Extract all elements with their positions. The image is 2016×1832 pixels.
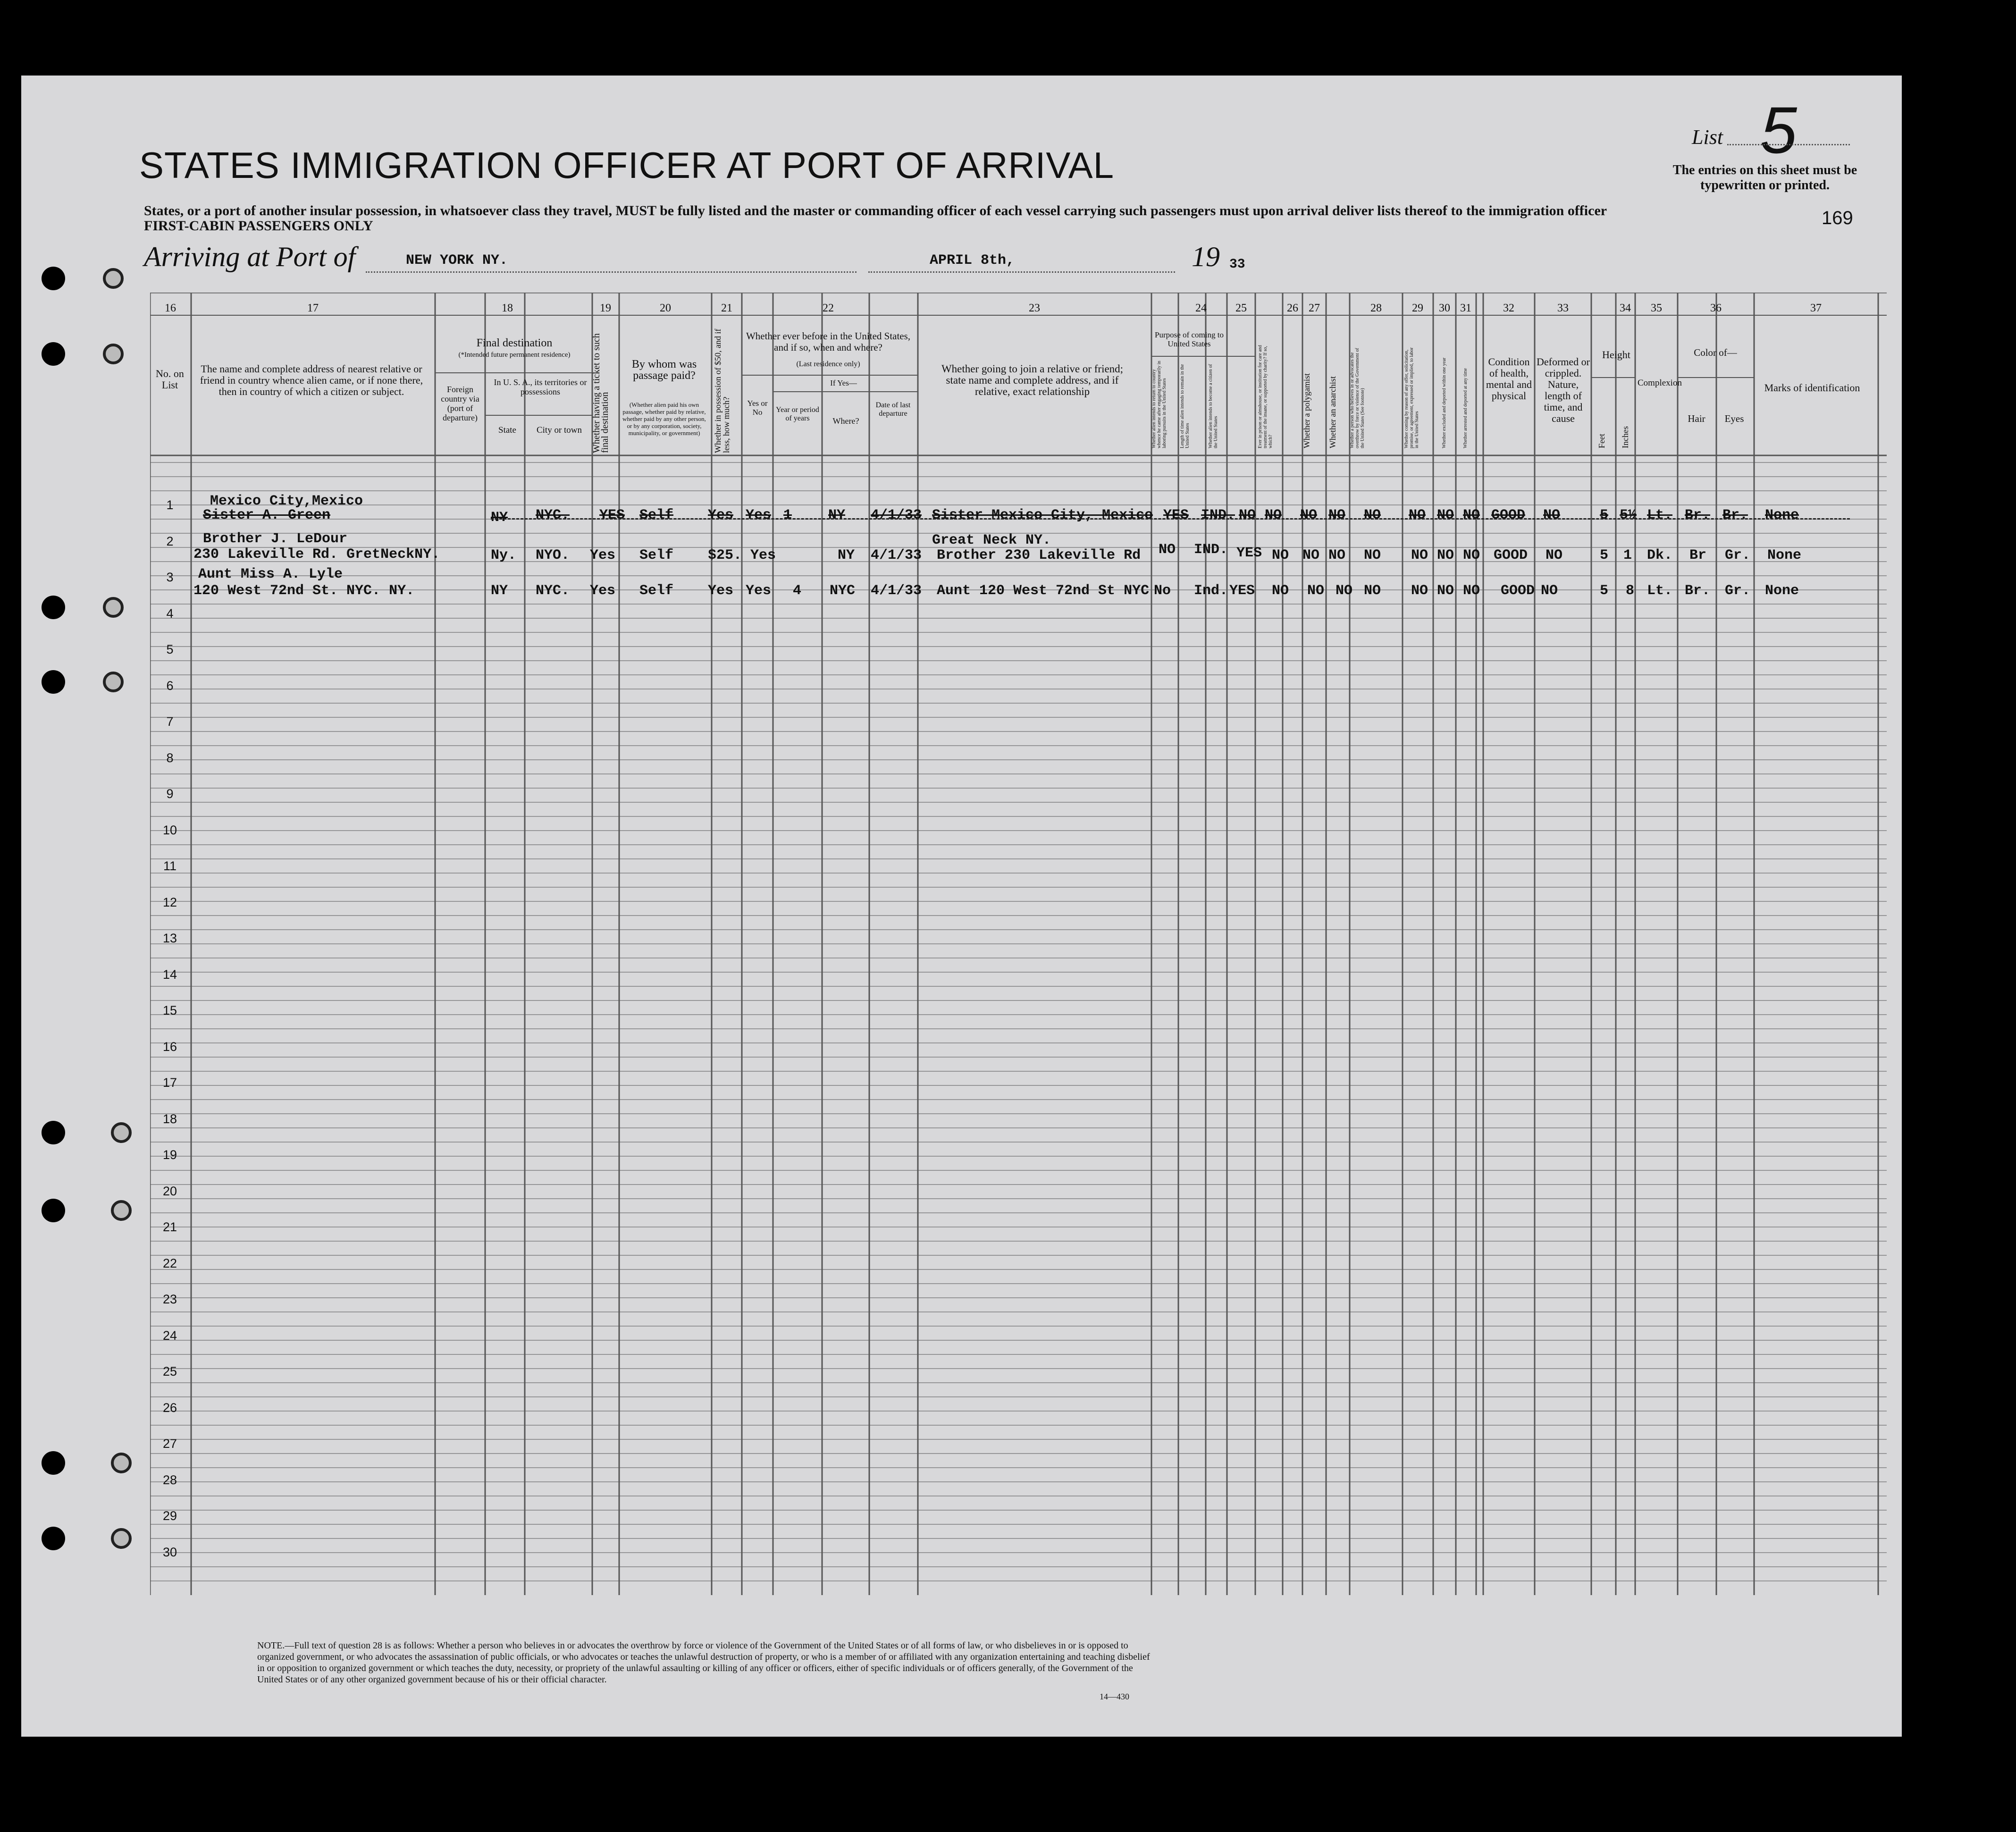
entry-3-joining: Aunt 120 West 72nd St NYC bbox=[937, 583, 1150, 599]
row-number: 4 bbox=[166, 606, 174, 621]
row-number: 14 bbox=[162, 967, 177, 982]
column-number: 16 bbox=[165, 302, 176, 314]
entry-2-citizen: YES bbox=[1236, 545, 1262, 561]
entry-1-purpose: YES bbox=[1163, 507, 1189, 523]
header-c36-eyes: Eyes bbox=[1724, 413, 1744, 424]
list-number: 5 bbox=[1760, 93, 1797, 167]
form-title: STATES IMMIGRATION OFFICER AT PORT OF ARRIVAL bbox=[139, 144, 1115, 186]
column-number: 30 bbox=[1439, 302, 1450, 314]
row-number: 21 bbox=[162, 1220, 177, 1234]
row-number: 9 bbox=[166, 787, 174, 801]
header-c22-date: Date of last departure bbox=[875, 401, 911, 418]
entry-1-money: Yes bbox=[708, 507, 734, 523]
entry-2-joining-extra: Great Neck NY. bbox=[932, 532, 1051, 548]
header-c22: Whether ever before in the United States, and if so, when and where? bbox=[746, 330, 911, 353]
year-suffix: 33 bbox=[1229, 257, 1245, 272]
row-number: 11 bbox=[163, 859, 177, 873]
entry-2-anarchist: NO bbox=[1328, 547, 1346, 563]
entry-3-complexion: Lt. bbox=[1647, 583, 1673, 599]
header-c16: No. on List bbox=[156, 368, 184, 391]
row-number: 15 bbox=[162, 1003, 177, 1017]
entry-3-marks: None bbox=[1765, 583, 1799, 599]
entry-3-c30: NO bbox=[1437, 583, 1454, 599]
header-c36-hair: Hair bbox=[1688, 413, 1705, 424]
entry-2-state: Ny. bbox=[491, 547, 517, 563]
row-number: 8 bbox=[166, 750, 174, 765]
entry-3-before: Yes bbox=[746, 583, 772, 599]
row-number: 27 bbox=[162, 1437, 177, 1451]
entry-1-marks: None bbox=[1765, 507, 1799, 523]
entry-2-marks: None bbox=[1767, 547, 1802, 563]
entry-2-city: NYO. bbox=[536, 547, 570, 563]
entry-1-before: Yes bbox=[746, 507, 772, 523]
entry-1-state: NY bbox=[491, 510, 508, 526]
year-prefix: 19 bbox=[1192, 241, 1220, 272]
header-c20: By whom was passage paid? bbox=[631, 358, 697, 382]
entry-3-line1: Aunt Miss A. Lyle bbox=[198, 566, 343, 582]
header-c23: Whether going to join a relative or friend; state name and complete address, and if relative, exact relationship bbox=[941, 363, 1124, 397]
entry-2-paid: Self bbox=[639, 547, 674, 563]
page-number: 169 bbox=[1822, 208, 1853, 228]
column-number: 24 bbox=[1195, 302, 1207, 314]
entry-3-purpose: No bbox=[1154, 583, 1171, 599]
footnote: NOTE.—Full text of question 28 is as follows: Whether a person who believes in or advocates the overthrow by force or violence of the Government of the United States or of all forms of law, or who disbelieves in or is opposed to organized government, or who advocates the assassination of public officials, or who advocates or teaches the unlawful destruction of property, or who is a member of or affiliated with any organization entertaining and teaching disbelief in or opposition to organized government or which teaches the duty, necessity, or propriety of the unlawful assaulting or killing of any officer or officers, either of specific individuals or of officers generally, of the Government of the United States or of any other organized government because of his or their official character. bbox=[257, 1640, 1150, 1685]
entry-1-length: IND. bbox=[1201, 507, 1235, 523]
entry-1-ticket: YES bbox=[599, 507, 625, 523]
entry-1-paid: Self bbox=[639, 507, 674, 523]
entry-2-inches: 1 bbox=[1623, 547, 1632, 563]
header-c18-foreign: Foreign country via (port of departure) bbox=[441, 385, 479, 422]
column-number: 23 bbox=[1029, 302, 1040, 314]
row-number: 12 bbox=[162, 895, 177, 909]
header-c26: Whether a polygamist bbox=[1302, 373, 1311, 448]
entry-3-prison: NO bbox=[1272, 583, 1289, 599]
entry-2-polygamist: NO bbox=[1302, 547, 1320, 563]
header-c22-note: (Last residence only) bbox=[796, 360, 860, 368]
entry-1-city: NYC. bbox=[536, 507, 570, 523]
entry-2-where: NY bbox=[838, 547, 855, 563]
header-c30: Whether excluded and deported within one year bbox=[1442, 357, 1447, 448]
row-number: 7 bbox=[166, 714, 174, 729]
header-c18-state: State bbox=[498, 425, 516, 435]
entry-1-where: NY bbox=[828, 507, 846, 523]
entries-note: The entries on this sheet must be typewritten or printed. bbox=[1672, 163, 1857, 193]
header-c37: Marks of identification bbox=[1764, 382, 1860, 394]
header-c24: Purpose of coming to United States bbox=[1155, 330, 1224, 348]
row-number: 19 bbox=[162, 1148, 177, 1162]
entry-1-joining: Sister Mexico City, Mexico bbox=[932, 507, 1153, 523]
entry-1-hair: Br. bbox=[1685, 507, 1711, 523]
header-c31: Whether arrested and deported at any time bbox=[1463, 368, 1468, 448]
entry-1-line1: Mexico City,Mexico bbox=[210, 493, 363, 509]
entry-2-c30: NO bbox=[1437, 547, 1454, 563]
column-number: 22 bbox=[823, 302, 834, 314]
entry-1-citizen: NO bbox=[1239, 507, 1256, 523]
row-number: 17 bbox=[162, 1076, 177, 1090]
header-c22-where: Where? bbox=[832, 416, 859, 426]
arrival-date: APRIL 8th, bbox=[930, 252, 1015, 269]
entry-1-inches: 5½ bbox=[1620, 507, 1637, 523]
manifest-grid bbox=[150, 293, 1887, 1595]
entry-1-polygamist: NO bbox=[1300, 507, 1318, 523]
entry-2-ticket: Yes bbox=[590, 547, 616, 563]
entry-3-city: NYC. bbox=[536, 583, 570, 599]
row-number: 13 bbox=[162, 931, 177, 945]
column-number: 29 bbox=[1412, 302, 1423, 314]
entry-3-polygamist: NO bbox=[1307, 583, 1325, 599]
header-c34-feet: Feet bbox=[1597, 434, 1606, 448]
header-c22-years: Year or period of years bbox=[776, 406, 819, 422]
header-c18-usa: In U. S. A., its territories or possessions bbox=[494, 378, 587, 396]
entry-2-line1: Brother J. LeDour bbox=[203, 531, 348, 547]
entry-1-health: GOOD bbox=[1491, 507, 1526, 523]
header-c35: Complexion bbox=[1638, 378, 1682, 388]
entry-2-purpose: NO bbox=[1159, 542, 1176, 558]
header-c24-a: Whether alien intends to return to country whence he came after engaging temporarily in laboring pursuits in the United States bbox=[1151, 361, 1167, 448]
column-number: 17 bbox=[307, 302, 319, 314]
row-number: 26 bbox=[162, 1400, 177, 1415]
header-c34-inches: Inches bbox=[1621, 426, 1630, 448]
header-c19: Whether having a ticket to such final destination bbox=[591, 333, 610, 453]
entry-1-prison: NO bbox=[1265, 507, 1282, 523]
header-c18-note: (*Intended future permanent residence) bbox=[458, 351, 571, 359]
column-number: 26 bbox=[1287, 302, 1298, 314]
form-subtitle: States, or a port of another insular possession, in whatsoever class they travel, MUST be fully listed and the master or commanding officer of each vessel carrying such passengers must upon arrival deliver lists thereof to the immigration officer bbox=[144, 203, 1607, 218]
row-number: 18 bbox=[162, 1111, 177, 1126]
entry-2-before: Yes bbox=[750, 547, 776, 563]
entry-2-money: $25. bbox=[708, 547, 742, 563]
entry-1-c31: NO bbox=[1463, 507, 1480, 523]
column-number: 37 bbox=[1810, 302, 1822, 314]
header-c22-yesno: Yes or No bbox=[747, 399, 768, 417]
column-number: 36 bbox=[1710, 302, 1722, 314]
column-number: 28 bbox=[1370, 302, 1382, 314]
header-c17: The name and complete address of nearest relative or friend in country whence alien came, or if none there, then in country of which a citizen or subject. bbox=[200, 363, 423, 397]
entry-3-health: GOOD bbox=[1501, 583, 1535, 599]
form-number: 14—430 bbox=[1100, 1692, 1129, 1701]
row-number: 22 bbox=[162, 1256, 177, 1270]
row-number: 1 bbox=[166, 498, 174, 512]
entry-3-c28: NO bbox=[1364, 583, 1381, 599]
header-c24-c: Whether alien intends to become a citizen of the United States bbox=[1208, 364, 1218, 448]
list-label: List bbox=[1692, 126, 1723, 149]
entry-3-length: Ind. bbox=[1194, 583, 1228, 599]
header-c25: Ever in prison or almshouse, or institution for care and treatment of the insane, or supported by charity? If so, which? bbox=[1258, 345, 1273, 448]
class-line: FIRST-CABIN PASSENGERS ONLY bbox=[144, 218, 373, 234]
entry-2-c28: NO bbox=[1364, 547, 1381, 563]
entry-2-feet: 5 bbox=[1600, 547, 1609, 563]
column-number: 27 bbox=[1309, 302, 1320, 314]
column-number: 34 bbox=[1620, 302, 1631, 314]
header-c33: Deformed or crippled. Nature, length of time, and cause bbox=[1536, 356, 1590, 424]
entry-3-line2: 120 West 72nd St. NYC. NY. bbox=[193, 583, 415, 599]
entry-2-hair: Br bbox=[1689, 547, 1707, 563]
row-number: 24 bbox=[162, 1328, 177, 1343]
entry-2-deformed: NO bbox=[1546, 547, 1563, 563]
entry-1-feet: 5 bbox=[1600, 507, 1609, 523]
grid-lines bbox=[150, 293, 1887, 1595]
entry-2-health: GOOD bbox=[1494, 547, 1528, 563]
header-c34: Height bbox=[1602, 349, 1630, 361]
entry-1-departure: 4/1/33 bbox=[871, 507, 922, 523]
entry-2-joining: Brother 230 Lakeville Rd bbox=[937, 547, 1141, 563]
arriving-label: Arriving at Port of bbox=[144, 241, 356, 272]
entry-2-line2: 230 Lakeville Rd. GretNeckNY. bbox=[193, 546, 440, 563]
header-c20-note: (Whether alien paid his own passage, whether paid by relative, whether paid by any other person, or by any corporation, society, municipality, or government) bbox=[622, 401, 706, 437]
entry-3-departure: 4/1/33 bbox=[871, 583, 922, 599]
entry-3-eyes: Gr. bbox=[1725, 583, 1751, 599]
entry-1-c30: NO bbox=[1437, 507, 1454, 523]
entry-2-c31: NO bbox=[1463, 547, 1480, 563]
row-number: 6 bbox=[166, 678, 174, 693]
row-number: 25 bbox=[162, 1364, 177, 1378]
entry-2-complexion: Dk. bbox=[1647, 547, 1673, 563]
column-number: 18 bbox=[502, 302, 513, 314]
header-c36: Color of— bbox=[1694, 347, 1737, 358]
row-number: 10 bbox=[162, 823, 177, 837]
row-number: 2 bbox=[166, 534, 174, 548]
row-number: 29 bbox=[162, 1509, 177, 1523]
entry-3-deformed: NO bbox=[1541, 583, 1558, 599]
entry-3-c29: NO bbox=[1411, 583, 1428, 599]
entry-1-line2: Sister A. Green bbox=[203, 507, 331, 523]
entry-3-c31: NO bbox=[1463, 583, 1480, 599]
entry-1-c28: NO bbox=[1364, 507, 1381, 523]
row-number: 20 bbox=[162, 1184, 177, 1198]
entry-3-where: NYC bbox=[830, 583, 856, 599]
entry-2-prison: NO bbox=[1272, 547, 1289, 563]
column-number: 35 bbox=[1651, 302, 1662, 314]
entry-3-money: Yes bbox=[708, 583, 734, 599]
entry-1-deformed: NO bbox=[1543, 507, 1561, 523]
header-c24-b: Length of time alien intends to remain in the United States bbox=[1180, 364, 1190, 448]
entry-3-years: 4 bbox=[793, 583, 802, 599]
entry-2-c29: NO bbox=[1411, 547, 1428, 563]
row-number: 30 bbox=[162, 1545, 177, 1559]
header-c27: Whether an anarchist bbox=[1328, 376, 1337, 448]
entry-1-years: 1 bbox=[783, 507, 792, 523]
column-number: 33 bbox=[1557, 302, 1569, 314]
entry-1-complexion: Lt. bbox=[1647, 507, 1673, 523]
entry-3-hair: Br. bbox=[1685, 583, 1711, 599]
row-number: 28 bbox=[162, 1472, 177, 1487]
entry-3-citizen: YES bbox=[1229, 583, 1255, 599]
column-number: 31 bbox=[1460, 302, 1471, 314]
header-c22-ifyes: If Yes— bbox=[830, 378, 857, 387]
entry-3-state: NY bbox=[491, 583, 508, 599]
entry-3-inches: 8 bbox=[1626, 583, 1635, 599]
header-c28: Whether a person who believes in or advocates the overthrow by force or violence of the Government of the United States (See footnote) bbox=[1350, 348, 1365, 448]
row-number: 16 bbox=[162, 1039, 177, 1054]
entry-1-eyes: Br. bbox=[1722, 507, 1748, 523]
entry-2-length: IND. bbox=[1194, 542, 1228, 558]
entry-1-c29: NO bbox=[1409, 507, 1426, 523]
column-number: 21 bbox=[721, 302, 732, 314]
entry-1-anarchist: NO bbox=[1328, 507, 1346, 523]
column-number: 20 bbox=[660, 302, 671, 314]
column-number: 32 bbox=[1503, 302, 1514, 314]
header-c18-city: City or town bbox=[536, 425, 582, 435]
port-value: NEW YORK NY. bbox=[406, 252, 508, 269]
strike-line bbox=[491, 518, 1850, 520]
row-number: 23 bbox=[162, 1292, 177, 1306]
header-c18: Final destination bbox=[476, 337, 553, 349]
column-number: 25 bbox=[1235, 302, 1247, 314]
header-c29: Whether coming by reason of any offer, solicitation, promise, or agreement, expressed or implied, to labor in the United States bbox=[1404, 347, 1420, 448]
entry-2-departure: 4/1/33 bbox=[871, 547, 922, 563]
header-c21: Whether in possession of $50, and if less, how much? bbox=[713, 328, 731, 453]
entry-2-eyes: Gr. bbox=[1725, 547, 1751, 563]
row-number: 3 bbox=[166, 570, 174, 584]
entry-3-anarchist: NO bbox=[1336, 583, 1353, 599]
entry-3-ticket: Yes bbox=[590, 583, 616, 599]
header-c32: Condition of health, mental and physical bbox=[1486, 356, 1532, 402]
column-number: 19 bbox=[600, 302, 611, 314]
entry-3-feet: 5 bbox=[1600, 583, 1609, 599]
entry-3-paid: Self bbox=[639, 583, 674, 599]
row-number: 5 bbox=[166, 642, 174, 656]
